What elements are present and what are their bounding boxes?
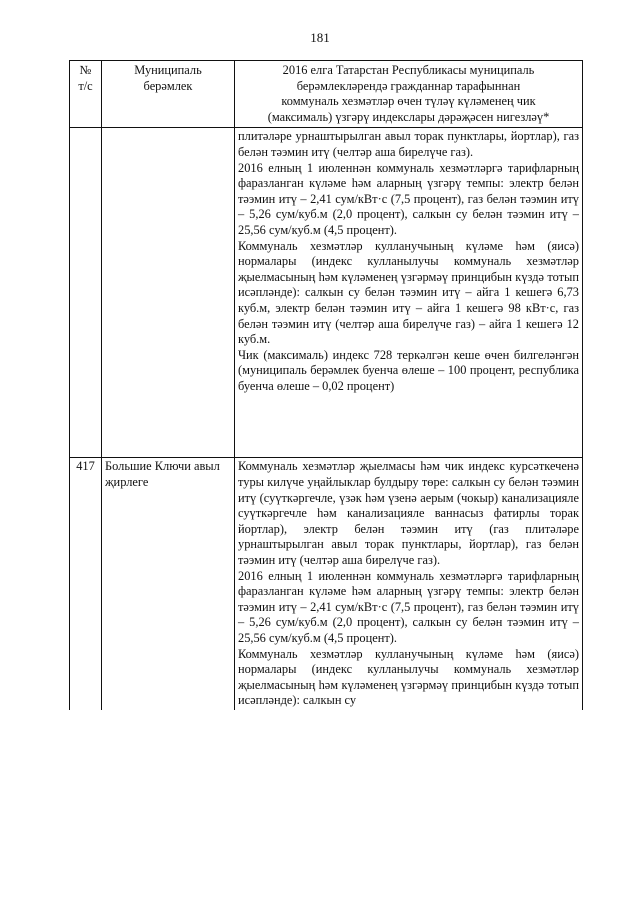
header-line: Муниципаль [134,63,202,77]
header-indicator-column [235,61,583,128]
paragraph: Чик (максималь) индекс 728 теркәлгән кеше өчен билгеләнгән (муниципаль берәмлек буенча өлеше – 100 процент, республика буенча өлеше – 0,02 процент) [238,347,579,393]
paragraph: Коммуналь хезмәтләр кулланучының күләме һәм (яисә) нормалары (индекс кулланылучы коммуналь хезмәтләр җыелмасының һәм күләменең үзгәрмәү принцибын күздә тотып исәпләнде): салкын су [238,646,579,708]
table-row [70,128,583,458]
paragraph: 2016 елның 1 июленнән коммуналь хезмәтләргә тарифларның фаразланган күләме һәм аларның үзгәрү темпы: электр белән тәэмин итү – 2,41 сум/кВт·с (7,5 процент), газ белән тәэмин итү – 5,26 сум/куб.м (2,0 процент), салкын су белән тәэмин итү – 25,56 сум/куб.м (4,5 процент). [238,160,579,237]
row-number [70,128,102,458]
paragraph: Коммуналь хезмәтләр җыелмасы һәм чик индекс курсәткеченә туры килүче уңайлыклар булдыру төре: салкын су белән тәэмин итү (суүткәргечле, үзәк һәм үзенә аерым (чокыр) канализацияле суүткәргечле һәм канализацияле ваннасыз фатирлы торак йортлар), электр белән тәэмин итү (газ плитәләре урнаштырылган авыл торак пунктлары, йортлар), газ белән тәэмин итү (челтәр аша бирелүче газ). [238,459,579,567]
header-line: (максималь) үзгәрү индекслары дәрәҗәсен нигезләү* [267,109,550,124]
header-line: т/с [78,78,93,93]
header-municipality-column [102,61,235,128]
paragraph: Коммуналь хезмәтләр кулланучының күләме һәм (яисә) нормалары (индекс кулланылучы коммуналь хезмәтләр җыелмасының һәм күләменең үзгәрмәү принцибын күздә тотып исәпләнде): салкын су белән тәэмин итү – айга 1 кешегә 6,73 куб.м, электр белән тәэмин итү – айга 1 кешегә 98 кВт·с, газ белән тәэмин итү (челтәр аша бирелүче газ) – айга 1 кешегә 12 куб.м. [238,238,579,347]
municipality-name: Большие Ключи авыл җирлеге [102,458,235,710]
index-table [69,60,583,710]
indicator-description [235,458,583,710]
table-row [70,458,583,710]
row-number: 417 [70,458,102,710]
indicator-description [235,128,583,458]
page-number: 181 [310,30,330,45]
header-line: коммуналь хезмәтләр өчен түләү күләменең чик [281,94,536,109]
header-line: № [79,63,92,77]
paragraph: плитәләре урнаштырылган авыл торак пунктлары, йортлар), газ белән тәэмин итү (челтәр аша бирелүче газ). [238,129,579,159]
header-number-column [70,61,102,128]
header-line: берәмлек [143,78,193,93]
paragraph: 2016 елның 1 июленнән коммуналь хезмәтләргә тарифларның фаразланган күләме һәм аларның үзгәрү темпы: электр белән тәэмин итү – 2,41 сум/кВт·с (7,5 процент), газ белән тәэмин итү – 5,26 сум/куб.м (2,0 процент), салкын су белән тәэмин итү – 25,56 сум/куб.м (4,5 процент). [238,568,579,645]
table-header-row [70,61,583,128]
header-line: берәмлекләрендә гражданнар тарафыннан [296,78,521,93]
header-line: 2016 елга Татарстан Республикасы муниципаль [282,63,535,77]
municipality-name [102,128,235,458]
